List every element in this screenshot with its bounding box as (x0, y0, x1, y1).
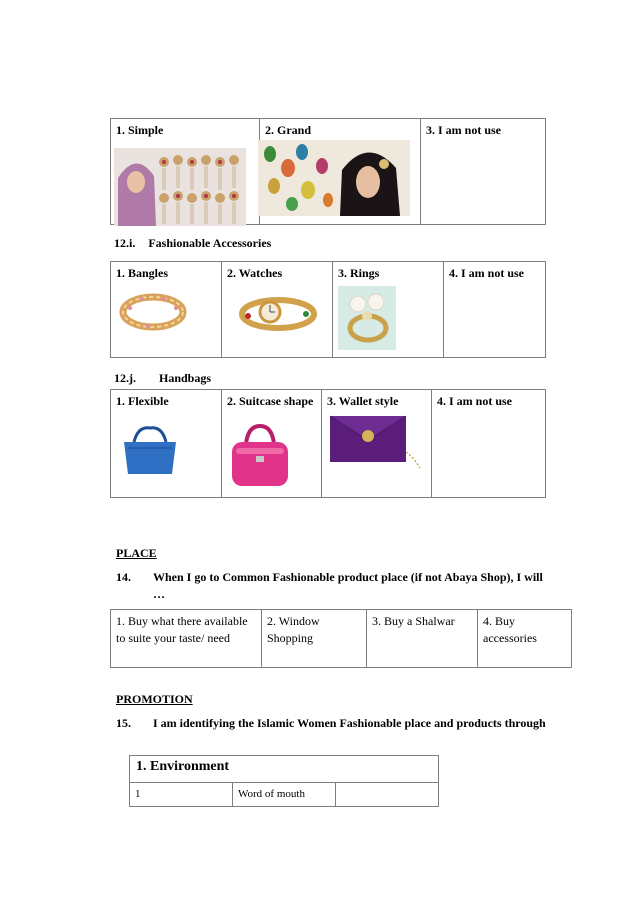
option-label: 1. Bangles (116, 266, 169, 280)
question-15 (116, 715, 556, 732)
option-label: 4. Buy accessories (483, 614, 537, 645)
place-options-table (110, 609, 572, 668)
bangle-image (118, 286, 188, 336)
question-14 (116, 569, 556, 603)
option-label: 1. Flexible (116, 394, 169, 408)
option-label: 3. Buy a Shalwar (372, 614, 455, 628)
environment-title-text: 1. Environment (136, 759, 230, 774)
simple-hijab-brooch-image (114, 148, 246, 226)
option-label: 4. I am not use (437, 394, 513, 408)
option-label: 2. Suitcase shape (227, 394, 314, 408)
row-label-text: Word of mouth (238, 788, 305, 800)
option-label: 3. I am not use (426, 123, 502, 137)
option-label: 2. Window Shopping (267, 614, 320, 645)
option-buy-accessories (478, 610, 572, 668)
environment-title (130, 756, 439, 783)
option-label: 3. Rings (338, 266, 380, 280)
option-not-use (432, 390, 546, 498)
option-label: 4. I am not use (449, 266, 525, 280)
environment-table (129, 755, 439, 807)
option-label: 2. Grand (265, 123, 312, 137)
option-label: 2. Watches (227, 266, 283, 280)
option-label: 1. Buy what there available to suite your taste/ need (116, 614, 248, 645)
row-answer-cell (336, 783, 439, 807)
question-title: Fashionable Accessories (148, 236, 272, 250)
row-label-word-of-mouth (233, 783, 336, 807)
option-buy-available (111, 610, 262, 668)
handbags-caption (114, 370, 211, 386)
question-text: When I go to Common Fashionable product place (if not Abaya Shop), I will … (153, 570, 543, 601)
ring-image (338, 286, 396, 350)
option-buy-shalwar (367, 610, 478, 668)
question-number: 12.i. (114, 236, 136, 250)
watch-image (236, 290, 320, 338)
question-number: 12.j. (114, 371, 136, 385)
blue-flexible-bag-image (118, 424, 182, 476)
option-not-use (444, 262, 546, 358)
option-window-shopping (262, 610, 367, 668)
grand-hijab-brooch-image (258, 140, 410, 216)
option-not-use (421, 119, 546, 225)
promotion-heading: PROMOTION (116, 692, 193, 706)
question-number: 15. (116, 716, 131, 730)
row-number-text: 1 (135, 788, 141, 800)
question-number: 14. (116, 570, 131, 584)
option-label: 3. Wallet style (327, 394, 399, 408)
question-text: I am identifying the Islamic Women Fashionable place and products through (153, 716, 546, 730)
option-label: 1. Simple (116, 123, 164, 137)
pink-suitcase-bag-image (226, 422, 294, 492)
question-title: Handbags (159, 371, 212, 385)
row-number (130, 783, 233, 807)
accessories-caption (114, 235, 271, 251)
place-heading: PLACE (116, 546, 157, 560)
purple-wallet-image (328, 412, 422, 470)
